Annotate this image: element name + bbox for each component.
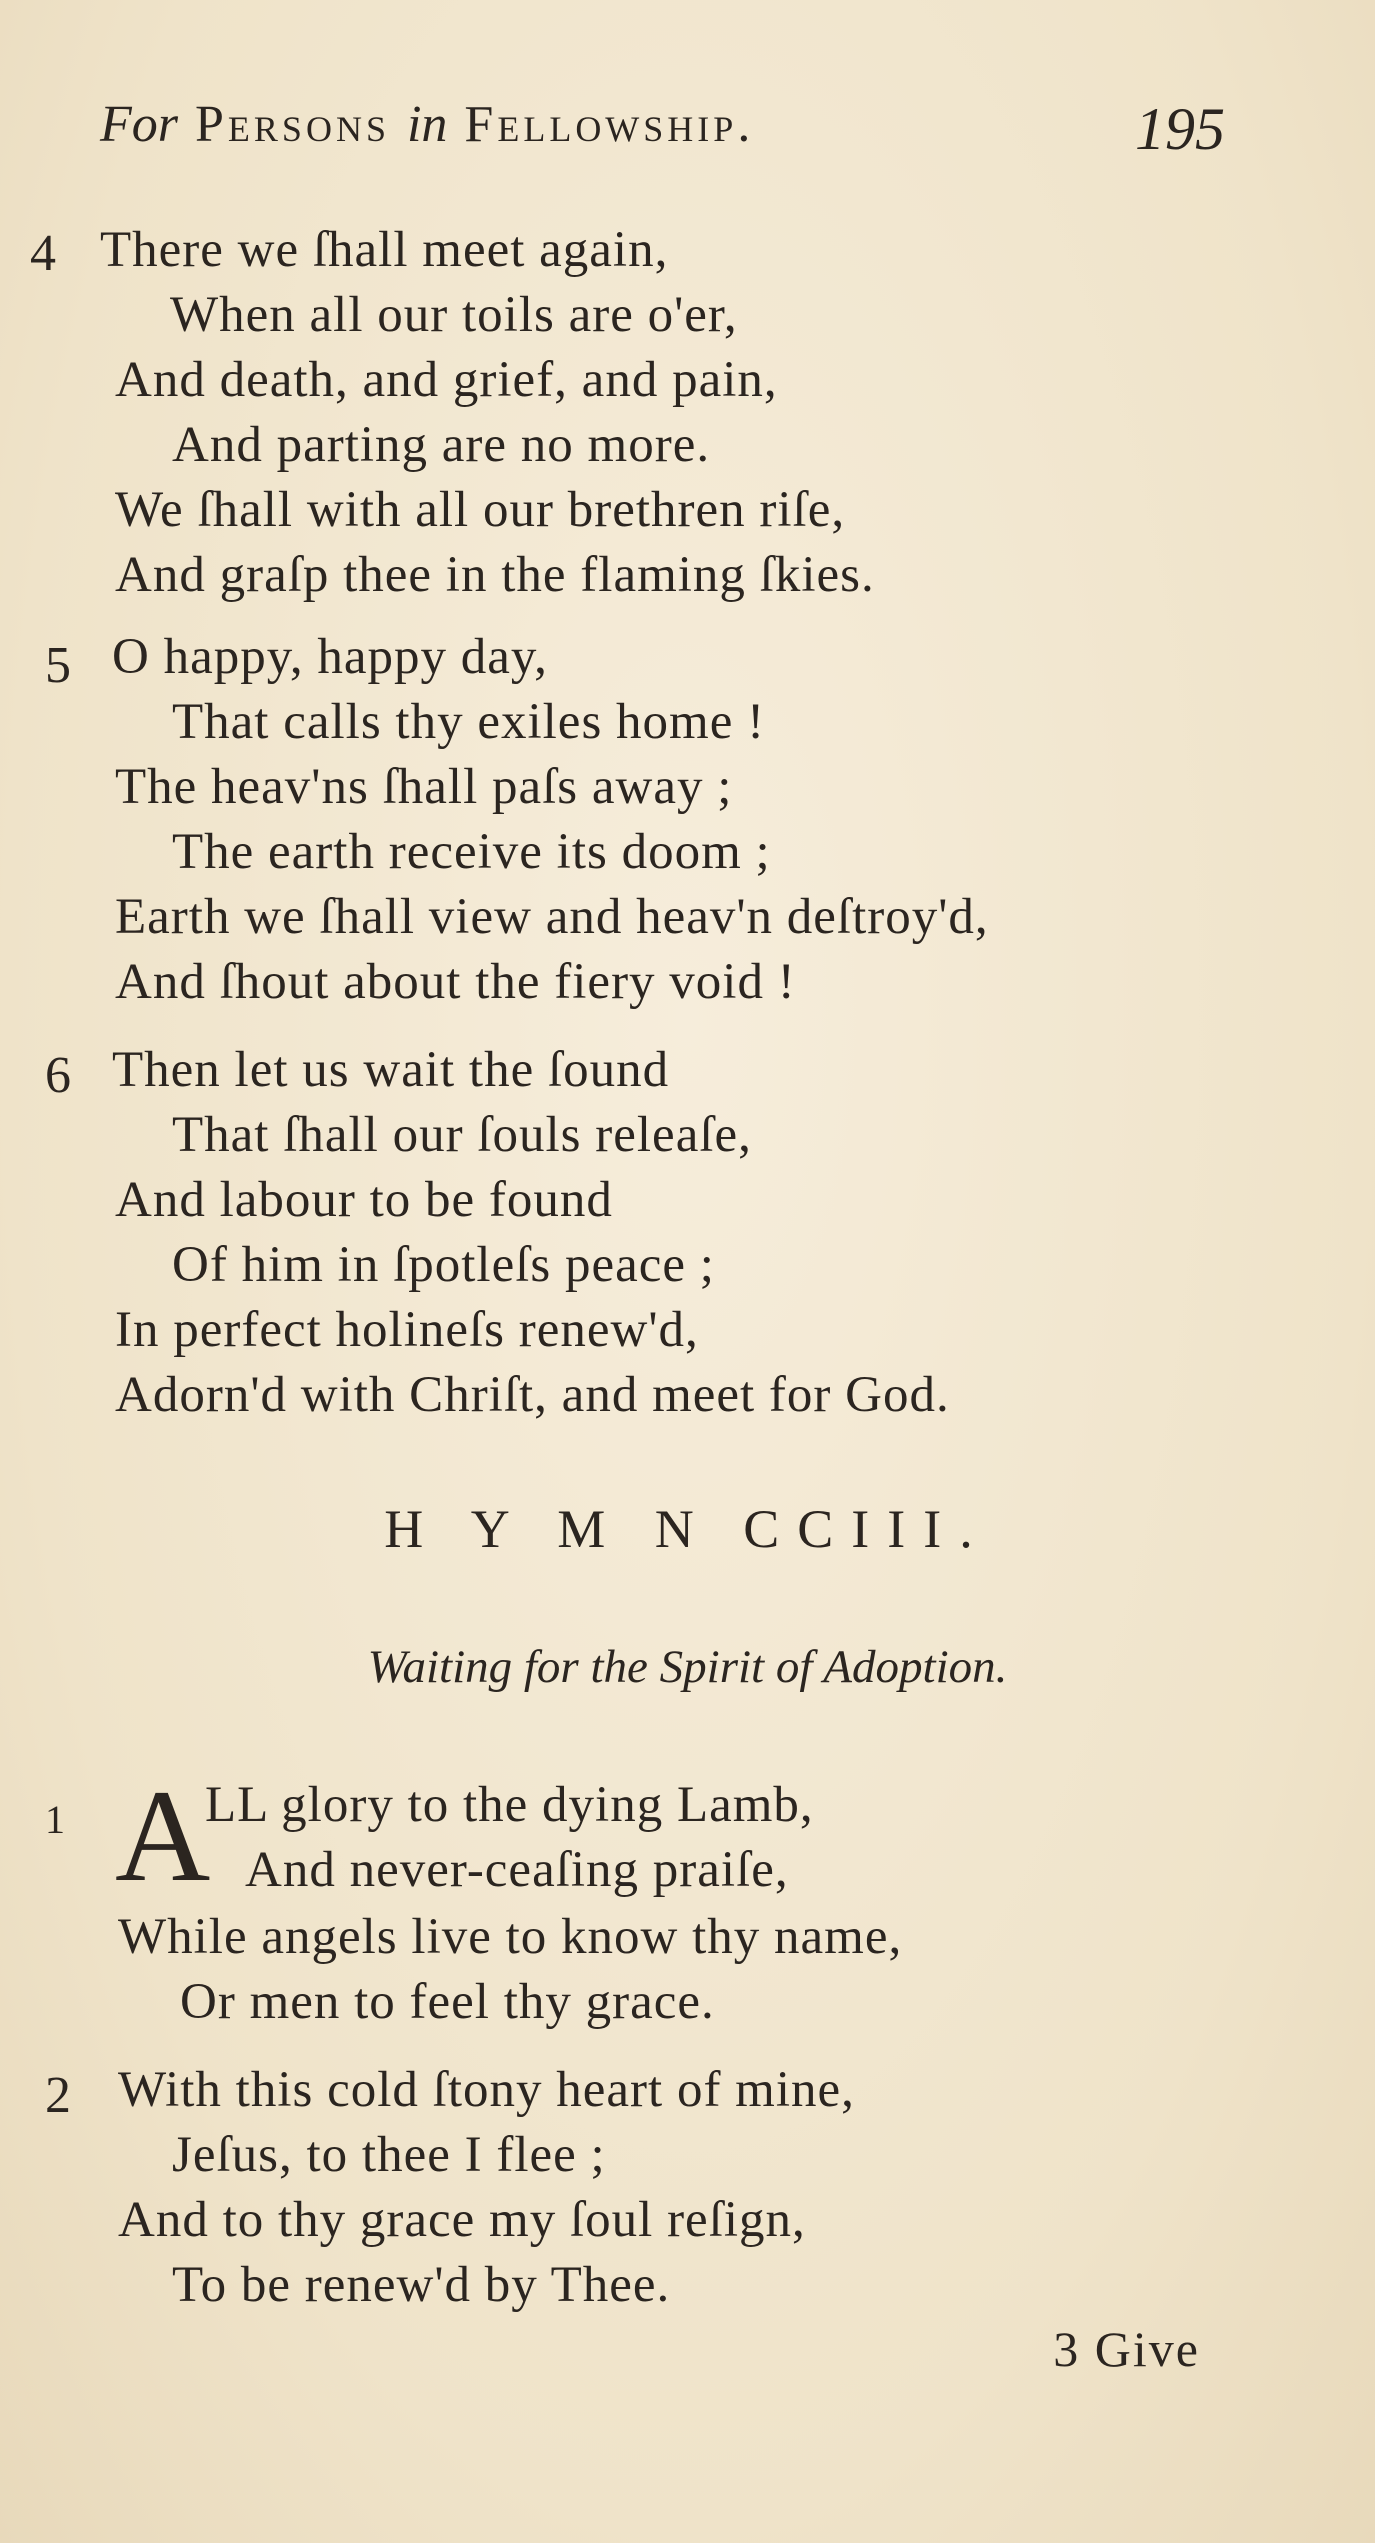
verse-line: Of him in ſpotleſs peace ;: [172, 1237, 715, 1293]
verse-line: Then let us wait the ſound: [112, 1042, 670, 1098]
verse-line: And death, and grief, and pain,: [115, 352, 778, 408]
stanza-number: 2: [45, 2067, 71, 2124]
verse-line: We ſhall with all our brethren riſe,: [115, 482, 846, 538]
verse-line: Earth we ſhall view and heav'n deſtroy'd,: [115, 889, 989, 945]
verse-line: And ſhout about the fiery void !: [115, 954, 796, 1010]
verse-line: And parting are no more.: [172, 417, 711, 473]
verse-line: With this cold ſtony heart of mine,: [118, 2062, 855, 2118]
catchword: 3 Give: [1053, 2321, 1200, 2377]
verse-line: And to thy grace my ſoul reſign,: [118, 2192, 806, 2248]
header-word-fellowship: Fellowship.: [464, 96, 755, 153]
stanza-number: 5: [45, 637, 71, 694]
verse-line: Adorn'd with Chriſt, and meet for God.: [115, 1367, 950, 1423]
verse-line: And never-ceaſing praiſe,: [245, 1842, 789, 1898]
verse-line: The earth receive its doom ;: [172, 824, 771, 880]
verse-line: The heav'ns ſhall paſs away ;: [115, 759, 733, 815]
header-mid: in: [406, 96, 448, 153]
hymn-subtitle: Waiting for the Spirit of Adoption.: [367, 1641, 1008, 1693]
verse-line: Jeſus, to thee I flee ;: [172, 2127, 606, 2183]
verse-line: In perfect holineſs renew'd,: [115, 1302, 699, 1358]
verse-line: When all our toils are o'er,: [170, 287, 738, 343]
stanza-number: 1: [45, 1797, 65, 1842]
verse-line: And labour to be found: [115, 1172, 613, 1228]
hymn-title: H Y M N CCIII.: [384, 1499, 991, 1559]
page-number: 195: [1135, 96, 1225, 162]
header-prefix: For: [100, 96, 178, 153]
verse-line: There we ſhall meet again,: [100, 222, 669, 278]
stanza-number: 4: [30, 225, 56, 282]
verse-line: Or men to feel thy grace.: [180, 1974, 715, 2030]
verse-line: To be renew'd by Thee.: [172, 2257, 671, 2313]
drop-cap: A: [115, 1762, 211, 1909]
verse-line: O happy, happy day,: [112, 629, 548, 685]
verse-line: While angels live to know thy name,: [118, 1909, 903, 1965]
running-header: [100, 95, 754, 154]
verse-line: That calls thy exiles home !: [172, 694, 766, 750]
verse-line: And graſp thee in the flaming ſkies.: [115, 547, 875, 603]
verse-line: That ſhall our ſouls releaſe,: [172, 1107, 752, 1163]
verse-line: LL glory to the dying Lamb,: [205, 1777, 814, 1833]
header-word-persons: Persons: [195, 96, 390, 153]
stanza-number: 6: [45, 1047, 71, 1104]
